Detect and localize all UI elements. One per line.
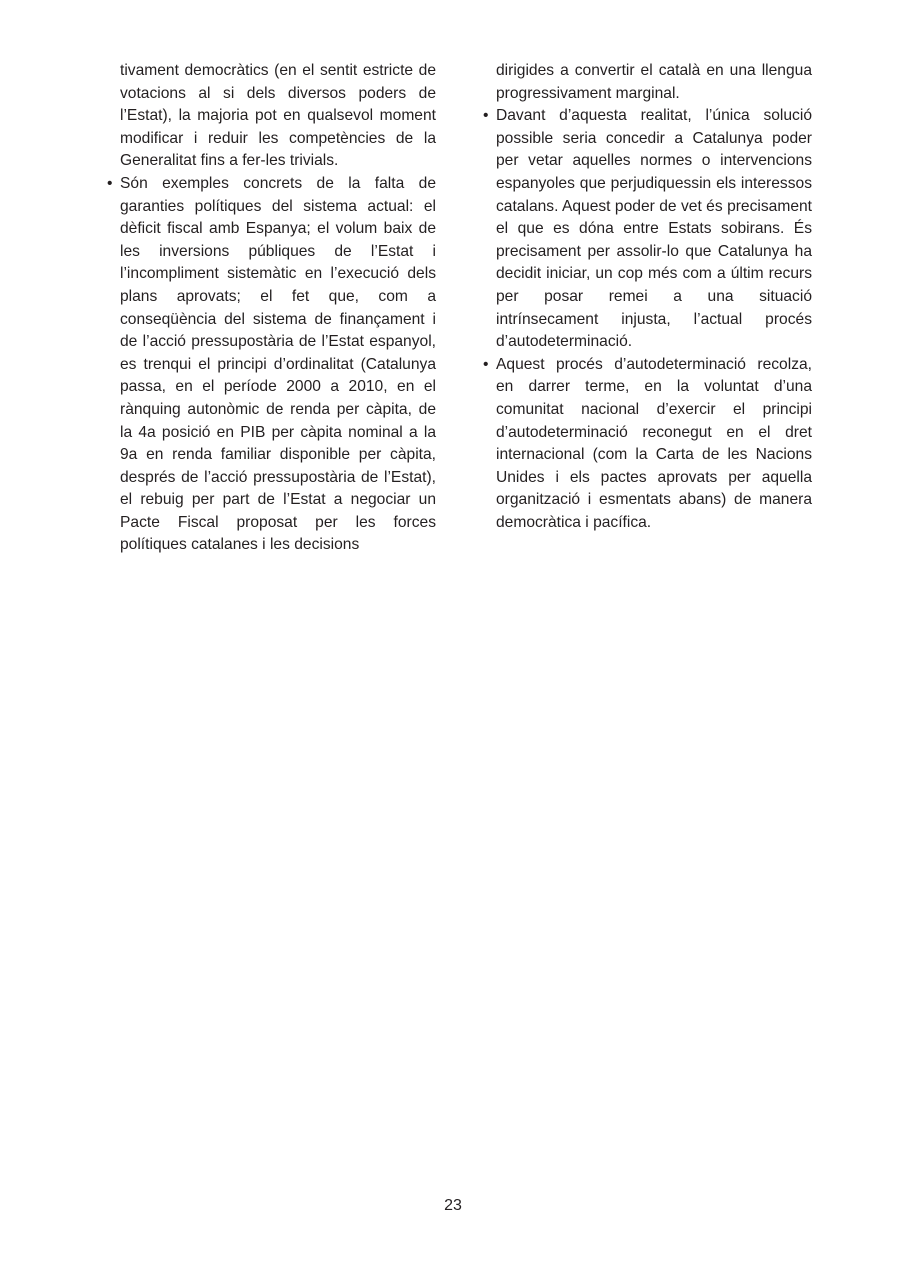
bullet-icon: • — [483, 107, 489, 125]
page-number: 23 — [444, 1197, 462, 1214]
bullet-icon: • — [483, 355, 489, 373]
bullet-item-veto-power — [483, 105, 812, 354]
right-column — [483, 60, 812, 534]
bullet-text: Aquest procés d’autodeterminació recolza, en darrer terme, en la voluntat d’una comunitat nacional d’exercir el principi d’autodeterminació reconegut en el dret internacional (com la Carta de les Nacions Unides i els pactes aprovats per aquella organització i esmentats abans) de manera democràtica i pacífica. — [496, 355, 812, 531]
bullet-item-self-determination — [483, 354, 812, 535]
bullet-text: Davant d’aquesta realitat, l’única solució possible seria concedir a Catalunya poder per vetar aquelles normes o intervencions espanyoles que perjudiquessin els interessos catalans. Aquest poder de vet és precisament el que es dóna entre Estats sobirans. És precisament per assolir-lo que Catalunya ha decidit iniciar, un cop més com a últim recurs per posar remei a una situació intrínsecament injusta, l’actual procés d’autodeterminació. — [496, 107, 812, 351]
right-continuation-paragraph: dirigides a convertir el català en una llengua progressivament marginal. — [496, 62, 812, 102]
bullet-icon: • — [107, 174, 113, 192]
left-continuation-paragraph: tivament democràtics (en el sentit estricte de votacions al si dels diversos poders de l’Estat), la majoria pot en qualsevol moment modificar i reduir les competències de la Generalitat fins a fer-les trivials. — [120, 62, 436, 170]
left-column — [107, 60, 436, 557]
bullet-item-fiscal-guarantees — [107, 173, 436, 557]
bullet-text: Són exemples concrets de la falta de garanties polítiques del sistema actual: el dèficit fiscal amb Espanya; el volum baix de les inversions públiques de l’Estat i l’incompliment sistemàtic en l’execució dels plans aprovats; el fet que, com a conseqüència del sistema de finançament i de l’acció pressupostària de l’Estat espanyol, es trenqui el principi d’ordinalitat (Catalunya passa, en el període 2000 a 2010, en el rànquing autonòmic de renda per càpita, de la 4a posició en PIB per càpita nominal a la 9a en renda familiar disponible per càpita, després de l’acció pressupostària de l’Estat), el rebuig per part de l’Estat a negociar un Pacte Fiscal proposat per les forces polítiques catalanes i les decisions — [120, 174, 436, 554]
